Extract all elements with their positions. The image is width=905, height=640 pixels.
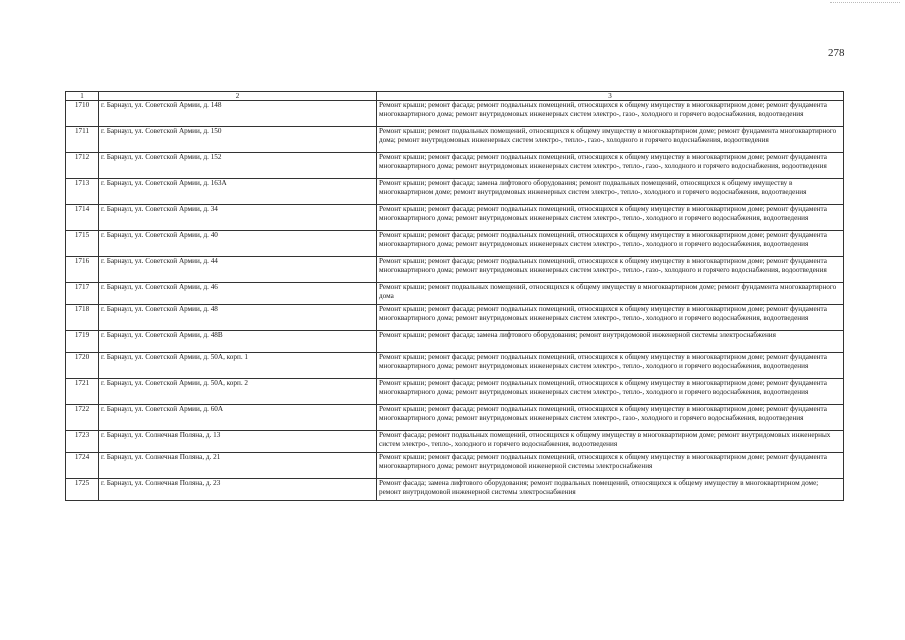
row-number-cell: 1715	[66, 231, 99, 257]
header-col-3: 3	[377, 92, 844, 101]
address-cell: г. Барнаул, ул. Советской Армии, д. 60А	[99, 405, 377, 431]
works-cell: Ремонт крыши; ремонт фасада; ремонт подвальных помещений, относящихся к общему имуществу в многоквартирном доме; ремонт фундамента многоквартирного дома; ремонт внутридомовых инженерных систем электро-, тепло-, холодного и горячего водоснабжения, водоотведения	[377, 353, 844, 379]
table-row	[66, 205, 844, 231]
row-number-cell: 1722	[66, 405, 99, 431]
address-cell: г. Барнаул, ул. Советской Армии, д. 46	[99, 283, 377, 305]
table-row	[66, 231, 844, 257]
table-row	[66, 353, 844, 379]
row-number-cell: 1714	[66, 205, 99, 231]
table-row	[66, 479, 844, 501]
works-cell: Ремонт крыши; ремонт фасада; ремонт подвальных помещений, относящихся к общему имуществу в многоквартирном доме; ремонт фундамента многоквартирного дома; ремонт внутридомовых инженерных систем электро-, тепло-, холодного и горячего водоснабжения, водоотведения	[377, 379, 844, 405]
works-cell: Ремонт крыши; ремонт фасада; ремонт подвальных помещений, относящихся к общему имуществу в многоквартирном доме; ремонт фундамента многоквартирного дома; ремонт внутридомовых инженерных систем электро-, тепло-, холодного и горячего водоснабжения, водоотведения	[377, 205, 844, 231]
address-cell: г. Барнаул, ул. Солнечная Поляна, д. 23	[99, 479, 377, 501]
address-cell: г. Барнаул, ул. Советской Армии, д. 50А, корп. 2	[99, 379, 377, 405]
row-number-cell: 1720	[66, 353, 99, 379]
table-row	[66, 127, 844, 153]
row-number-cell: 1721	[66, 379, 99, 405]
works-cell: Ремонт крыши; ремонт фасада; ремонт подвальных помещений, относящихся к общему имуществу в многоквартирном доме; ремонт фундамента многоквартирного дома; ремонт внутридомовых инженерных систем электро-, тепло-, газо-, холодного и горячего водоснабжения, водоотведения	[377, 153, 844, 179]
table-row	[66, 305, 844, 331]
works-cell: Ремонт фасада; ремонт подвальных помещений, относящихся к общему имуществу в многоквартирном доме; ремонт внутридомовых инженерных систем электро-, тепло-, холодного и горячего водоснабжения, водоотведения	[377, 431, 844, 453]
address-cell: г. Барнаул, ул. Советской Армии, д. 40	[99, 231, 377, 257]
row-number-cell: 1713	[66, 179, 99, 205]
row-number-cell: 1711	[66, 127, 99, 153]
header-col-1: 1	[66, 92, 99, 101]
table-row	[66, 283, 844, 305]
table-row	[66, 101, 844, 127]
address-cell: г. Барнаул, ул. Советской Армии, д. 48	[99, 305, 377, 331]
header-row	[66, 92, 844, 101]
table-row	[66, 179, 844, 205]
header-col-2: 2	[99, 92, 377, 101]
table-row	[66, 153, 844, 179]
works-cell: Ремонт крыши; ремонт подвальных помещений, относящихся к общему имуществу в многоквартирном доме; ремонт фундамента многоквартирного дома	[377, 283, 844, 305]
row-number-cell: 1718	[66, 305, 99, 331]
table-row	[66, 379, 844, 405]
table-row	[66, 257, 844, 283]
works-cell: Ремонт крыши; ремонт подвальных помещений, относящихся к общему имуществу в многоквартирном доме; ремонт фундамента многоквартирного дома; ремонт внутридомовых инженерных систем электро-, тепло-, газо-, холодного и горячего водоснабжения, водоотведения	[377, 127, 844, 153]
works-cell: Ремонт крыши; ремонт фасада; ремонт подвальных помещений, относящихся к общему имуществу в многоквартирном доме; ремонт фундамента многоквартирного дома; ремонт внутридомовых инженерных систем электро-, газо-, холодного и горячего водоснабжения, водоотведения	[377, 101, 844, 127]
works-cell: Ремонт крыши; ремонт фасада; замена лифтового оборудования; ремонт подвальных помещений, относящихся к общему имуществу в многоквартирном доме; ремонт внутридомовых инженерных систем электро-, тепло-, холодного и горячего водоснабжения, водоотведения	[377, 179, 844, 205]
address-cell: г. Барнаул, ул. Советской Армии, д. 50А, корп. 1	[99, 353, 377, 379]
repair-registry-table	[65, 91, 844, 501]
works-cell: Ремонт крыши; ремонт фасада; замена лифтового оборудования; ремонт внутридомовой инженерной системы электроснабжения	[377, 331, 844, 353]
row-number-cell: 1724	[66, 453, 99, 479]
row-number-cell: 1710	[66, 101, 99, 127]
row-number-cell: 1716	[66, 257, 99, 283]
row-number-cell: 1717	[66, 283, 99, 305]
address-cell: г. Барнаул, ул. Советской Армии, д. 48В	[99, 331, 377, 353]
address-cell: г. Барнаул, ул. Советской Армии, д. 44	[99, 257, 377, 283]
row-number-cell: 1712	[66, 153, 99, 179]
address-cell: г. Барнаул, ул. Советской Армии, д. 148	[99, 101, 377, 127]
address-cell: г. Барнаул, ул. Советской Армии, д. 150	[99, 127, 377, 153]
address-cell: г. Барнаул, ул. Солнечная Поляна, д. 13	[99, 431, 377, 453]
row-number-cell: 1725	[66, 479, 99, 501]
row-number-cell: 1719	[66, 331, 99, 353]
table-row	[66, 331, 844, 353]
table-row	[66, 453, 844, 479]
works-cell: Ремонт крыши; ремонт фасада; ремонт подвальных помещений, относящихся к общему имуществу в многоквартирном доме; ремонт фундамента многоквартирного дома; ремонт внутридомовых инженерных систем электро-, тепло-, газо-, холодного и горячего водоснабжения, водоотведения	[377, 257, 844, 283]
works-cell: Ремонт крыши; ремонт фасада; ремонт подвальных помещений, относящихся к общему имуществу в многоквартирном доме; ремонт фундамента многоквартирного дома; ремонт внутридомовых инженерных систем электро-, тепло-, холодного и горячего водоснабжения, водоотведения	[377, 305, 844, 331]
address-cell: г. Барнаул, ул. Советской Армии, д. 152	[99, 153, 377, 179]
works-cell: Ремонт крыши; ремонт фасада; ремонт подвальных помещений, относящихся к общему имуществу в многоквартирном доме; ремонт фундамента многоквартирного дома; ремонт внутридомовых инженерных систем электро-, тепло-, холодного и горячего водоснабжения, водоотведения	[377, 231, 844, 257]
works-cell: Ремонт крыши; ремонт фасада; ремонт подвальных помещений, относящихся к общему имуществу в многоквартирном доме; ремонт фундамента многоквартирного дома; ремонт внутридомовой инженерной системы электроснабжения	[377, 453, 844, 479]
table-row	[66, 405, 844, 431]
address-cell: г. Барнаул, ул. Солнечная Поляна, д. 21	[99, 453, 377, 479]
works-cell: Ремонт фасада; замена лифтового оборудования; ремонт подвальных помещений, относящихся к общему имуществу в многоквартирном доме; ремонт внутридомовой инженерной системы электроснабжения	[377, 479, 844, 501]
works-cell: Ремонт крыши; ремонт фасада; ремонт подвальных помещений, относящихся к общему имуществу в многоквартирном доме; ремонт фундамента многоквартирного дома; ремонт внутридомовых инженерных систем электро-, газо-, холодного и горячего водоснабжения, водоотведения	[377, 405, 844, 431]
row-number-cell: 1723	[66, 431, 99, 453]
address-cell: г. Барнаул, ул. Советской Армии, д. 34	[99, 205, 377, 231]
page-number: 278	[828, 47, 845, 59]
scan-corner-mark	[830, 2, 900, 4]
address-cell: г. Барнаул, ул. Советской Армии, д. 163А	[99, 179, 377, 205]
table-row	[66, 431, 844, 453]
